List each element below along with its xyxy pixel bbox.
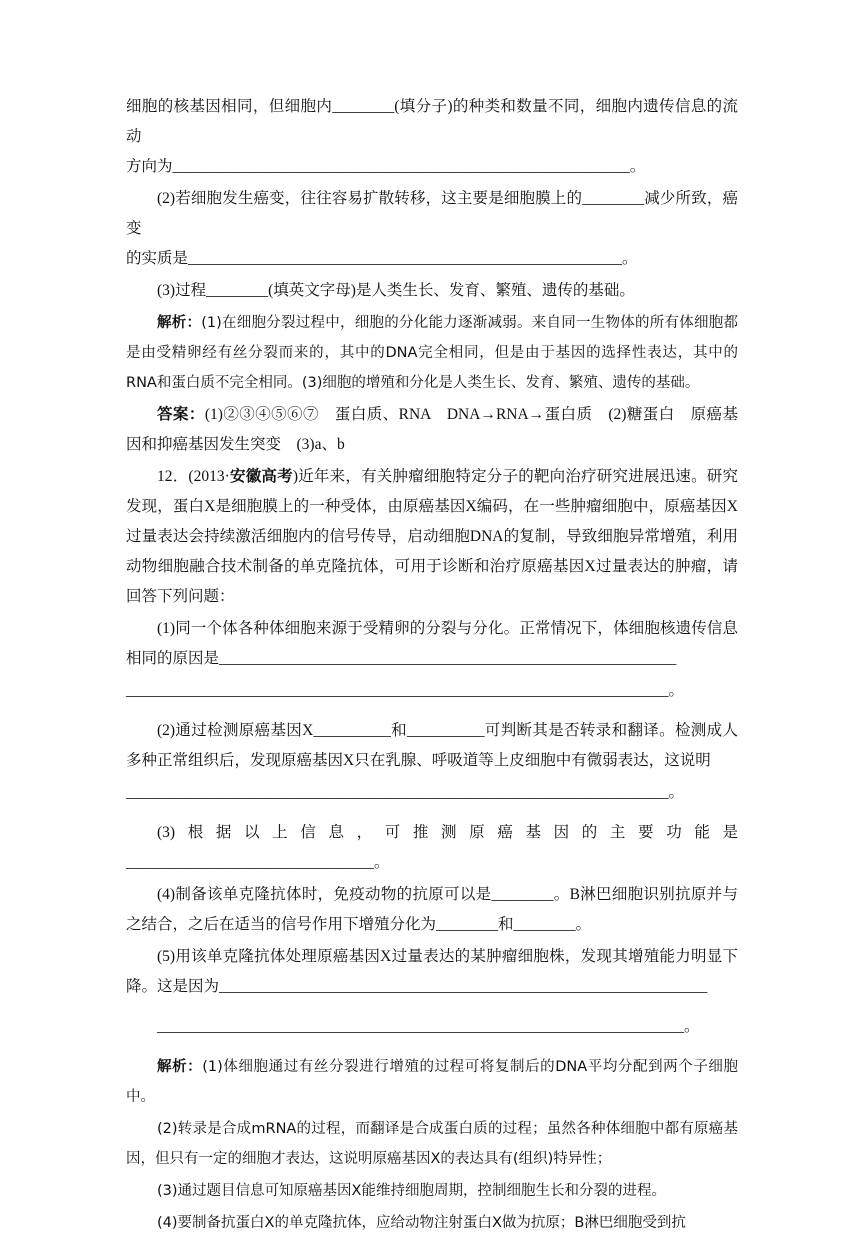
question-text: (2)通过检测原癌基因X__________和__________可判断其是否转录和翻译。检测成人多种正常组织后，发现原癌基因X只在乳腺、呼吸道等上皮细胞中有微弱表达，这说明 bbox=[126, 722, 738, 769]
blank-line: ______________________________________________________________________。 bbox=[126, 784, 685, 801]
question-text: (4)制备该单克隆抗体时，免疫动物的抗原可以是________。B淋巴细胞识别抗原并与之结合，之后在适当的信号作用下增殖分化为________和________。 bbox=[126, 886, 738, 933]
question-text: 方向为___________________________________________________________。 bbox=[126, 158, 646, 175]
answer-text: (1)②③④⑤⑥⑦ 蛋白质、RNA DNA→RNA→蛋白质 (2)糖蛋白 原癌基因和抑癌基因发生突变 (3)a、b bbox=[126, 406, 738, 453]
question-text: 细胞的核基因相同，但细胞内________(填分子)的种类和数量不同，细胞内遗传信息的流动 bbox=[126, 98, 738, 145]
analysis-label: 解析： bbox=[157, 315, 202, 331]
question-text: (1)同一个体各种体细胞来源于受精卵的分裂与分化。正常情况下，体细胞核遗传信息相同的原因是___________________________________________________________ bbox=[126, 620, 738, 667]
analysis-label: 解析： bbox=[157, 1059, 203, 1075]
question-text: (2)若细胞发生癌变，往往容易扩散转移，这主要是细胞膜上的________减少所致，癌变 bbox=[126, 190, 738, 237]
subquestion-1 bbox=[126, 614, 738, 674]
question-2 bbox=[126, 184, 738, 274]
text-line bbox=[126, 92, 738, 182]
analysis-text: (3)通过题目信息可知原癌基因X能维持细胞周期，控制细胞生长和分裂的进程。 bbox=[157, 1183, 666, 1199]
answer-blank-line bbox=[126, 1012, 738, 1042]
question-3 bbox=[126, 276, 738, 306]
analysis-text: (2)转录是合成mRNA的过程，而翻译是合成蛋白质的过程；虽然各种体细胞中都有原癌基因，但只有一定的细胞才表达，这说明原癌基因X的表达具有(组织)特异性； bbox=[126, 1121, 738, 1167]
subquestion-4 bbox=[126, 880, 738, 940]
answer-blank-line bbox=[126, 676, 738, 706]
analysis-text: (4)要制备抗蛋白X的单克隆抗体，应给动物注射蛋白X做为抗原；B淋巴细胞受到抗 bbox=[157, 1215, 686, 1231]
blank-line: ____________________________________________________________________。 bbox=[157, 1018, 700, 1035]
blank-line: ______________________________________________________________________。 bbox=[126, 682, 685, 699]
question-text: 的实质是________________________________________________________。 bbox=[126, 250, 638, 267]
question-number: 12．(2013· bbox=[157, 468, 230, 485]
analysis-block-2 bbox=[126, 1052, 738, 1112]
subquestion-5 bbox=[126, 942, 738, 1002]
analysis-paragraph bbox=[126, 1176, 738, 1206]
question-12 bbox=[126, 462, 738, 612]
subquestion-3 bbox=[126, 818, 738, 878]
analysis-paragraph bbox=[126, 1114, 738, 1174]
answer-blank-line bbox=[126, 778, 738, 808]
analysis-text: (1)在细胞分裂过程中，细胞的分化能力逐渐减弱。来自同一生物体的所有体细胞都是由受精卵经有丝分裂而来的，其中的DNA完全相同，但是由于基因的选择性表达，其中的RNA和蛋白质不完全相同。(3)细胞的增殖和分化是人类生长、发育、繁殖、遗传的基础。 bbox=[126, 315, 738, 391]
subquestion-2 bbox=[126, 716, 738, 776]
analysis-block bbox=[126, 308, 738, 398]
question-text: (3)过程________(填英文字母)是人类生长、发育、繁殖、遗传的基础。 bbox=[157, 282, 635, 299]
answer-label: 答案： bbox=[157, 406, 205, 423]
analysis-paragraph bbox=[126, 1208, 738, 1238]
analysis-text: (1)体细胞通过有丝分裂进行增殖的过程可将复制后的DNA平均分配到两个子细胞中。 bbox=[126, 1059, 739, 1105]
question-text: (3)根据以上信息，可推测原癌基因的主要功能是________________________________。 bbox=[126, 824, 738, 871]
question-text: )近年来，有关肿瘤细胞特定分子的靶向治疗研究进展迅速。研究发现，蛋白X是细胞膜上的一种受体，由原癌基因X编码，在一些肿瘤细胞中，原癌基因X过量表达会持续激活细胞内的信号传导，启动细胞DNA的复制，导致细胞异常增殖，利用动物细胞融合技术制备的单克隆抗体，可用于诊断和治疗原癌基因X过量表达的肿瘤，请回答下列问题： bbox=[126, 468, 738, 605]
document-page bbox=[126, 92, 738, 1240]
answer-block bbox=[126, 400, 738, 460]
question-source: 安徽高考 bbox=[229, 468, 293, 485]
question-text: (5)用该单克隆抗体处理原癌基因X过量表达的某肿瘤细胞株，发现其增殖能力明显下降。这是因为_______________________________________________________________ bbox=[126, 948, 738, 995]
